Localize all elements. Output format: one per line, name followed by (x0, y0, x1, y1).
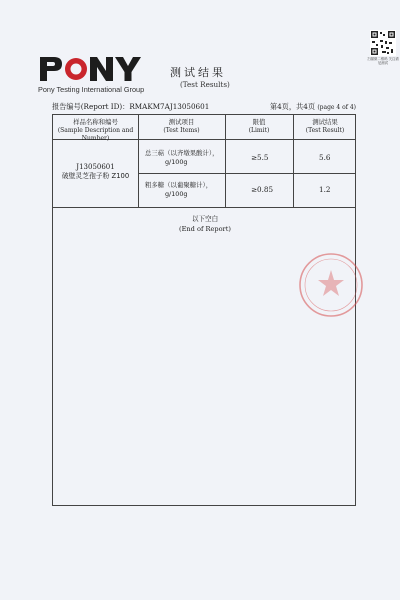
table-row-1-result: 5.6 (319, 153, 331, 162)
header-sample: 样品名称和编号 (Sample Description and Number) (57, 118, 134, 142)
group-name: Pony Testing International Group (38, 85, 145, 94)
end-of-report-cn: 以下空白 (191, 215, 219, 223)
page-number-en: (page 4 of 4) (317, 104, 356, 111)
end-of-report-en: (End of Report) (179, 225, 231, 233)
sample-name: 破壁灵芝孢子粉 Z100 (61, 172, 130, 181)
qr-caption: 扫描微二维码 关注谱尼测试 (367, 57, 399, 66)
header-test-result: 测试结果 (Test Result) (305, 118, 345, 134)
title-en: (Test Results) (180, 80, 230, 89)
page-number-cn: 第4页，共4页 (269, 102, 316, 111)
table-row-2-result: 1.2 (319, 185, 331, 194)
table-row-1-limit: ≥5.5 (251, 153, 269, 162)
qr-code-icon (370, 30, 396, 56)
official-stamp (296, 250, 366, 320)
pony-logo (38, 54, 142, 84)
report-id-label: 报告编号(Report ID)： (52, 102, 130, 111)
sample-id: J13050601 (76, 163, 115, 171)
sample-cell (53, 163, 138, 182)
table-row-2-item: 粗多糖（以葡聚糖计）， g/100g (145, 181, 213, 199)
report-id-value: RMAKM7AJ13050601 (129, 102, 210, 111)
header-limit: 限值 (Limit) (248, 118, 270, 134)
title-cn: 测试结果 (170, 66, 226, 79)
table-row-1-item: 总三萜（以齐墩果酸计）， g/100g (145, 149, 219, 167)
header-test-items: 测试项目 (Test Items) (163, 118, 200, 134)
table-row-2-limit: ≥0.85 (251, 185, 274, 194)
